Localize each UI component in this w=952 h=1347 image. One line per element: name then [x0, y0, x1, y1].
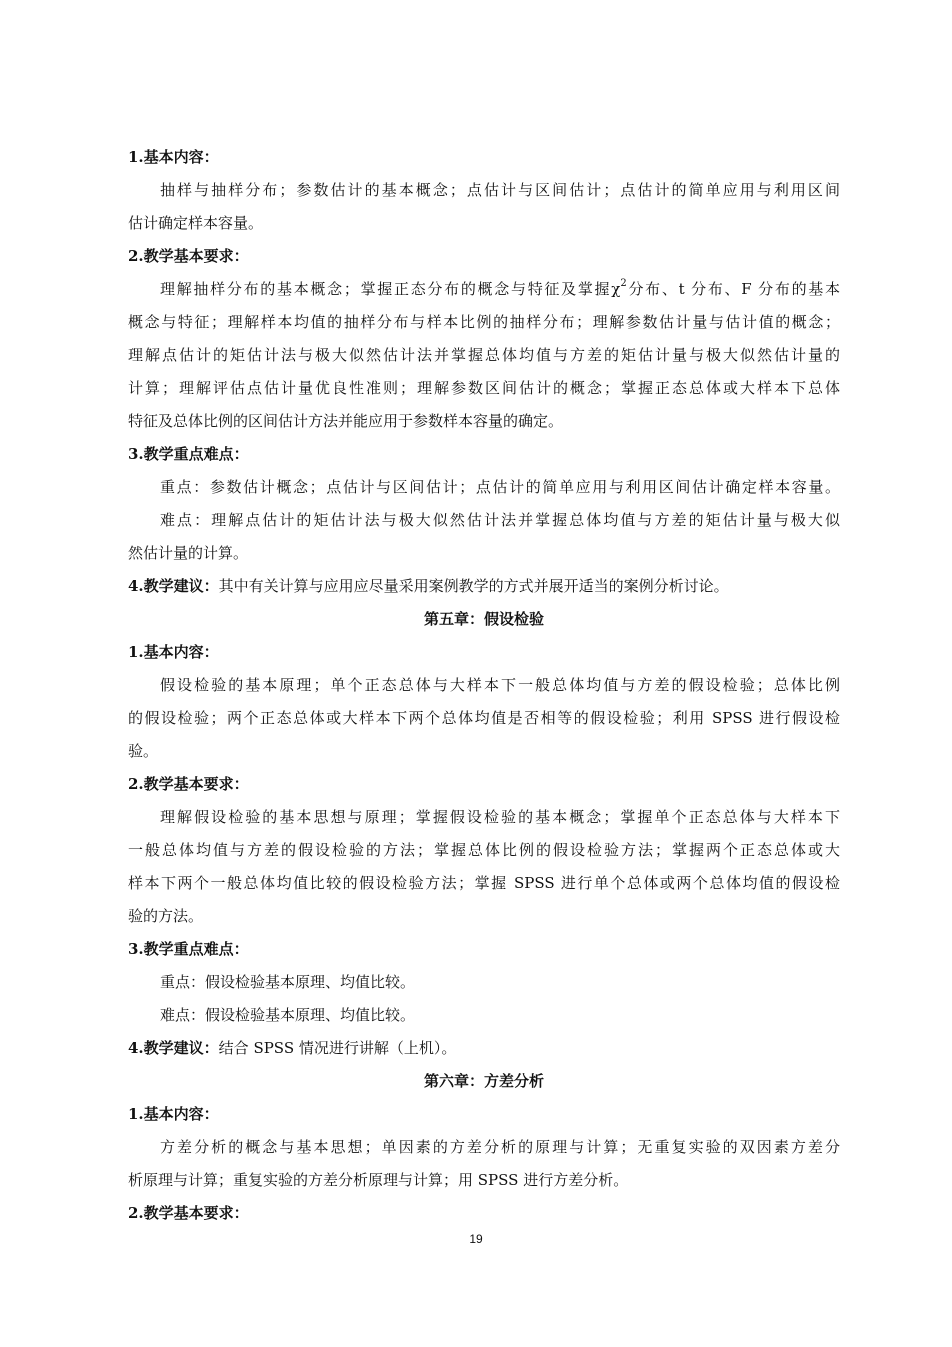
heading-basic-content: 1.基本内容： [128, 1105, 219, 1123]
heading-key-difficult-points: 3.教学重点难点： [128, 445, 249, 463]
paragraph-line: 理解假设检验的基本思想与原理；掌握假设检验的基本概念；掌握单个正态总体与大样本下 [160, 808, 840, 826]
paragraph-line: 计算；理解评估点估计量优良性准则；理解参数区间估计的概念；掌握正态总体或大样本下总体 [128, 379, 840, 397]
paragraph-line: 方差分析的概念与基本思想；单因素的方差分析的原理与计算；无重复实验的双因素方差分 [160, 1138, 840, 1156]
heading-teaching-suggestion: 4.教学建议： [128, 577, 219, 595]
paragraph-line: 验的方法。 [128, 907, 204, 925]
paragraph-line: 估计确定样本容量。 [128, 214, 264, 232]
paragraph-line: 然估计量的计算。 [128, 544, 249, 562]
heading-key-difficult-points: 3.教学重点难点： [128, 940, 249, 958]
paragraph-line: 验。 [128, 742, 159, 760]
paragraph-line: 抽样与抽样分布；参数估计的基本概念；点估计与区间估计；点估计的简单应用与利用区间 [160, 181, 840, 199]
paragraph-line: 假设检验的基本原理；单个正态总体与大样本下一般总体均值与方差的假设检验；总体比例 [160, 676, 840, 694]
heading-basic-content: 1.基本内容： [128, 148, 219, 166]
paragraph-line: 特征及总体比例的区间估计方法并能应用于参数样本容量的确定。 [128, 412, 564, 430]
paragraph-line: 重点：参数估计概念；点估计与区间估计；点估计的简单应用与利用区间估计确定样本容量。 [160, 478, 840, 496]
paragraph-line: 理解点估计的矩估计法与极大似然估计法并掌握总体均值与方差的矩估计量与极大似然估计量的 [128, 346, 840, 364]
paragraph-line: 析原理与计算；重复实验的方差分析原理与计算；用 SPSS 进行方差分析。 [128, 1171, 629, 1189]
paragraph-line: 样本下两个一般总体均值比较的假设检验方法；掌握 SPSS 进行单个总体或两个总体均值的假设检 [128, 874, 840, 892]
superscript: 2 [620, 278, 627, 289]
heading-teaching-requirements: 2.教学基本要求： [128, 775, 249, 793]
heading-teaching-requirements: 2.教学基本要求： [128, 1204, 249, 1222]
page-content [128, 141, 840, 1230]
text-fragment: 理解抽样分布的基本概念；掌握正态分布的概念与特征及掌握χ [160, 280, 621, 298]
chapter-title: 第五章：假设检验 [423, 610, 544, 628]
paragraph-line [128, 273, 840, 306]
heading-basic-content: 1.基本内容： [128, 643, 219, 661]
heading-teaching-suggestion: 4.教学建议： [128, 1039, 219, 1057]
text-fragment: 其中有关计算与应用应尽量采用案例教学的方式并展开适当的案例分析讨论。 [218, 577, 729, 595]
page-number: 19 [469, 1232, 483, 1246]
teaching-suggestion-line [128, 1032, 840, 1065]
heading-teaching-requirements: 2.教学基本要求： [128, 247, 249, 265]
paragraph-line: 重点：假设检验基本原理、均值比较。 [160, 973, 416, 991]
paragraph-line: 难点：理解点估计的矩估计法与极大似然估计法并掌握总体均值与方差的矩估计量与极大似 [160, 511, 840, 529]
teaching-suggestion-line [128, 570, 840, 603]
paragraph-line: 的假设检验；两个正态总体或大样本下两个总体均值是否相等的假设检验；利用 SPSS 进行假设检 [128, 709, 840, 727]
paragraph-line: 一般总体均值与方差的假设检验的方法；掌握总体比例的假设检验方法；掌握两个正态总体或大 [128, 841, 840, 859]
paragraph-line: 难点：假设检验基本原理、均值比较。 [160, 1006, 416, 1024]
text-fragment: 结合 SPSS 情况进行讲解（上机）。 [218, 1039, 457, 1057]
chapter-title: 第六章：方差分析 [423, 1072, 544, 1090]
text-fragment: 分布、t 分布、F 分布的基本 [626, 280, 840, 298]
paragraph-line: 概念与特征；理解样本均值的抽样分布与样本比例的抽样分布；理解参数估计量与估计值的概念； [128, 313, 840, 331]
